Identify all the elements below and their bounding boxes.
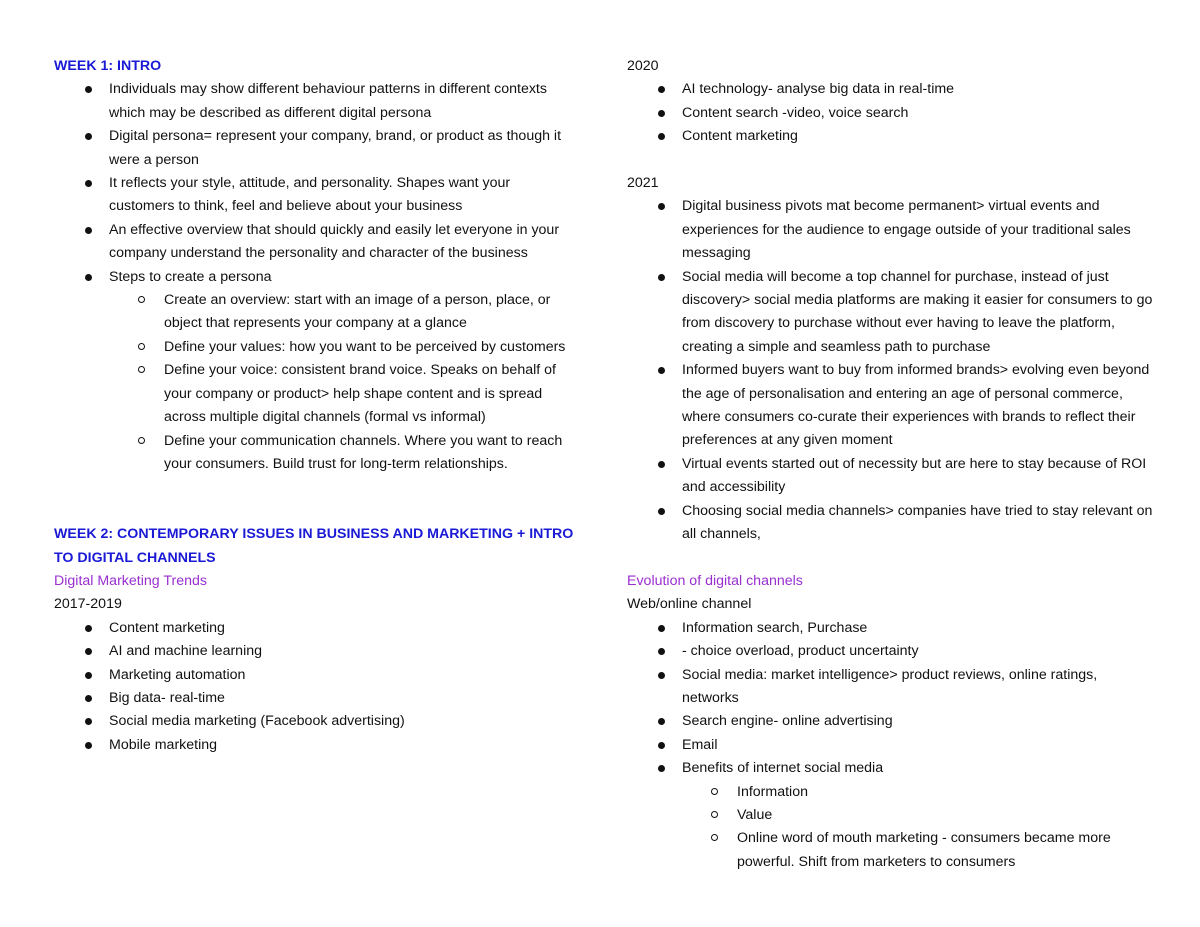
list-item: Informed buyers want to buy from informed brands> evolving even beyond the age of personalisation and entering an age of personal commerce, where consumers co-curate their experiences with brands to reflect their preferences at any given moment xyxy=(627,359,1157,453)
trends-2017-list xyxy=(54,617,574,757)
list-item: Social media marketing (Facebook advertising) xyxy=(54,710,574,733)
sub-list-item: Define your communication channels. Where you want to reach your consumers. Build trust for long-term relationships. xyxy=(54,430,574,477)
sub-list-item: Value xyxy=(627,804,1157,827)
list-item: Content marketing xyxy=(54,617,574,640)
web-items-list xyxy=(627,617,1157,781)
list-item: Email xyxy=(627,734,1157,757)
list-item: AI and machine learning xyxy=(54,640,574,663)
list-item: Digital business pivots mat become permanent> virtual events and experiences for the audience to engage outside of your traditional sales messaging xyxy=(627,195,1157,265)
list-item: Choosing social media channels> companies have tried to stay relevant on all channels, xyxy=(627,500,1157,547)
list-item: - choice overload, product uncertainty xyxy=(627,640,1157,663)
sub-list-item: Online word of mouth marketing - consumers became more powerful. Shift from marketers to consumers xyxy=(627,827,1157,874)
list-item: Marketing automation xyxy=(54,664,574,687)
week1-heading: WEEK 1: INTRO xyxy=(54,58,162,74)
list-item: Big data- real-time xyxy=(54,687,574,710)
trends-heading: Digital Marketing Trends xyxy=(54,572,207,589)
web-channel-label: Web/online channel xyxy=(627,596,752,613)
year-2021-label: 2021 xyxy=(627,175,659,192)
list-item: Benefits of internet social media xyxy=(627,757,1157,780)
list-item: Mobile marketing xyxy=(54,734,574,757)
items-2020-list xyxy=(627,78,1157,148)
persona-steps-list xyxy=(54,289,574,476)
sub-list-item: Define your voice: consistent brand voice. Speaks on behalf of your company or product> help shape content and is spread across multiple digital channels (formal vs informal) xyxy=(54,359,574,429)
week1-list xyxy=(54,78,574,289)
list-item: An effective overview that should quickly and easily let everyone in your company understand the personality and character of the business xyxy=(54,219,574,266)
list-item: Content search -video, voice search xyxy=(627,102,1157,125)
sub-list-item: Create an overview: start with an image of a person, place, or object that represents your company at a glance xyxy=(54,289,574,336)
list-item: Social media will become a top channel for purchase, instead of just discovery> social media platforms are making it easier for consumers to go from discovery to purchase without ever having to leave the platform, creating a simple and seamless path to purchase xyxy=(627,266,1157,360)
list-item: Virtual events started out of necessity but are here to stay because of ROI and accessibility xyxy=(627,453,1157,500)
years-2017-label: 2017-2019 xyxy=(54,596,122,613)
items-2021-list xyxy=(627,195,1157,546)
right-column xyxy=(627,55,1157,874)
evolution-heading: Evolution of digital channels xyxy=(627,572,803,589)
list-item: Social media: market intelligence> product reviews, online ratings, networks xyxy=(627,664,1157,711)
sub-list-item: Define your values: how you want to be perceived by customers xyxy=(54,336,574,359)
list-item: Steps to create a persona xyxy=(54,266,574,289)
list-item: Information search, Purchase xyxy=(627,617,1157,640)
left-column xyxy=(54,55,574,757)
benefits-list xyxy=(627,781,1157,875)
list-item: Individuals may show different behaviour patterns in different contexts which may be described as different digital persona xyxy=(54,78,574,125)
year-2020-label: 2020 xyxy=(627,58,659,74)
sub-list-item: Information xyxy=(627,781,1157,804)
list-item: Digital persona= represent your company, brand, or product as though it were a person xyxy=(54,125,574,172)
week2-heading: WEEK 2: CONTEMPORARY ISSUES IN BUSINESS AND MARKETING + INTRO TO DIGITAL CHANNELS xyxy=(54,526,574,566)
list-item: Content marketing xyxy=(627,125,1157,148)
list-item: AI technology- analyse big data in real-time xyxy=(627,78,1157,101)
list-item: It reflects your style, attitude, and personality. Shapes want your customers to think, feel and believe about your business xyxy=(54,172,574,219)
list-item: Search engine- online advertising xyxy=(627,710,1157,733)
